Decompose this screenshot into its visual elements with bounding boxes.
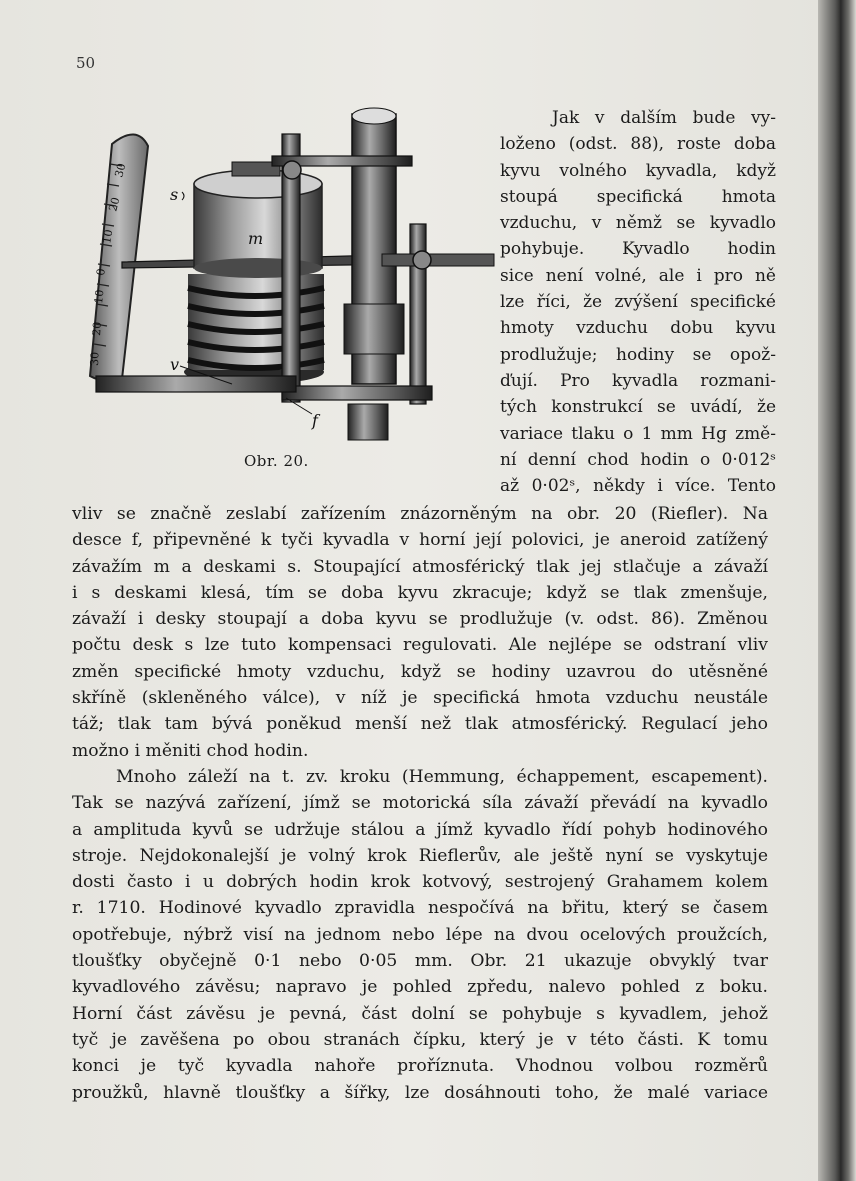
- figure-caption: Obr. 20.: [244, 452, 309, 470]
- text-line: i s deskami klesá, tím se doba kyvu zkracuje; když se tlak zmenšuje,: [72, 582, 768, 603]
- text-line: stoupá specifická hmota: [500, 186, 776, 207]
- text-line: Tak se nazývá zařízení, jímž se motorická síla závaží převádí na kyvadlo: [72, 793, 768, 814]
- screw-rod: [382, 254, 494, 266]
- text-line: a amplituda kyvů se udržuje stálou a jímž kyvadlo řídí pohyb hodinového: [72, 819, 768, 840]
- adjusting-nut: [283, 161, 301, 179]
- label-m: m: [248, 229, 264, 248]
- text-line: stroje. Nejdokonalejší je volný krok Rieflerův, ale ještě nyní se vyskytuje: [72, 845, 768, 866]
- text-line: změn specifické hmoty vzduchu, když se hodiny uzavrou do utěsněné: [72, 661, 768, 682]
- aneroid-bellows: [184, 274, 324, 384]
- text-line: skříně (skleněného válce), v níž je specifická hmota vzduchu neustále: [72, 688, 768, 709]
- text-line: vzduchu, v němž se kyvadlo: [500, 213, 776, 234]
- body-text: [72, 501, 768, 1106]
- text-line: variace tlaku o 1 mm Hg změ-: [500, 423, 776, 444]
- scale-number: 30: [112, 161, 129, 179]
- text-beside-figure: [500, 105, 776, 499]
- text-line: Mnoho záleží na t. zv. kroku (Hemmung, échappement, escapement).: [116, 766, 768, 787]
- text-line: vliv se značně zeslabí zařízením znázorněným na obr. 20 (Riefler). Na: [72, 504, 768, 524]
- text-line: r. 1710. Hodinové kyvadlo zpravidla nespočívá na břitu, který se časem: [72, 898, 768, 919]
- text-line: počtu desk s lze tuto kompensaci regulovati. Ale nejlépe se odstraní vliv: [72, 635, 768, 656]
- text-line: pohybuje. Kyvadlo hodin: [500, 239, 776, 260]
- text-line: tloušťky obyčejně 0·1 nebo 0·05 mm. Obr. 21 ukazuje obvyklý tvar: [72, 951, 768, 972]
- text-line: loženo (odst. 88), roste doba: [500, 134, 776, 155]
- text-line: ní denní chod hodin o 0·012ˢ: [500, 449, 776, 470]
- text-line: hmoty vzduchu dobu kyvu: [500, 318, 776, 339]
- figure-20-aneroid-compensator: [82, 104, 496, 450]
- text-line: závaží i desky stoupají a doba kyvu se prodlužuje (v. odst. 86). Změnou: [72, 609, 768, 630]
- scale-number: 30: [88, 351, 102, 367]
- text-line: Horní část závěsu je pevná, část dolní se pohybuje s kyvadlem, jehož: [72, 1003, 768, 1024]
- text-line: tých konstrukcí se uvádí, že: [500, 397, 776, 418]
- scale-number: 20: [90, 321, 104, 337]
- text-line: až 0·02ˢ, někdy i více. Tento: [500, 476, 776, 497]
- scale-number: 10: [92, 289, 107, 305]
- scale-number: 20: [106, 195, 123, 213]
- text-line: tyč je zavěšena po obou stranách čípku, který je v této části. K tomu: [72, 1029, 768, 1050]
- scale-number: 0: [94, 267, 108, 277]
- scale-number: 10: [100, 228, 116, 245]
- text-line: ďují. Pro kyvadla rozmani-: [500, 370, 776, 391]
- text-line: desce f, připevněné k tyči kyvadla v horní její polovici, je aneroid zatížený: [72, 530, 768, 551]
- text-line: kyvadlového závěsu; napravo je pohled zpředu, nalevo pohled z boku.: [72, 977, 768, 998]
- book-spine-shadow: [818, 0, 856, 1181]
- text-line: závažím m a deskami s. Stoupající atmosférický tlak jej stlačuje a závaží: [72, 556, 768, 577]
- text-line: možno i měniti chod hodin.: [72, 740, 309, 761]
- label-s: s: [170, 185, 179, 204]
- label-f: f: [312, 411, 318, 430]
- text-line: prodlužuje; hodiny se opož-: [500, 344, 776, 365]
- text-line: opotřebuje, nýbrž visí na jednom nebo lépe na dvou ocelových proužcích,: [72, 924, 768, 945]
- text-line: konci je tyč kyvadla nahoře proříznuta. Vhodnou volbou rozměrů: [72, 1056, 768, 1077]
- adjusting-nut: [413, 251, 431, 269]
- text-line: lze říci, že zvýšení specifické: [500, 292, 776, 313]
- text-line: táž; tlak tam bývá poněkud menší než tlak atmosférický. Regulací jeho: [72, 714, 768, 735]
- label-v: v: [170, 355, 180, 374]
- text-line: proužků, hlavně tloušťky a šířky, lze dosáhnouti toho, že malé variace: [72, 1082, 768, 1103]
- text-line: sice není volné, ale i pro ně: [500, 265, 776, 286]
- page-number: 50: [76, 54, 96, 72]
- text-line: Jak v dalším bude vy-: [552, 108, 776, 128]
- weight-m: [194, 170, 322, 278]
- text-line: kyvu volného kyvadla, když: [500, 160, 776, 181]
- text-line: dosti často i u dobrých hodin krok kotvový, sestrojený Grahamem kolem: [72, 872, 768, 893]
